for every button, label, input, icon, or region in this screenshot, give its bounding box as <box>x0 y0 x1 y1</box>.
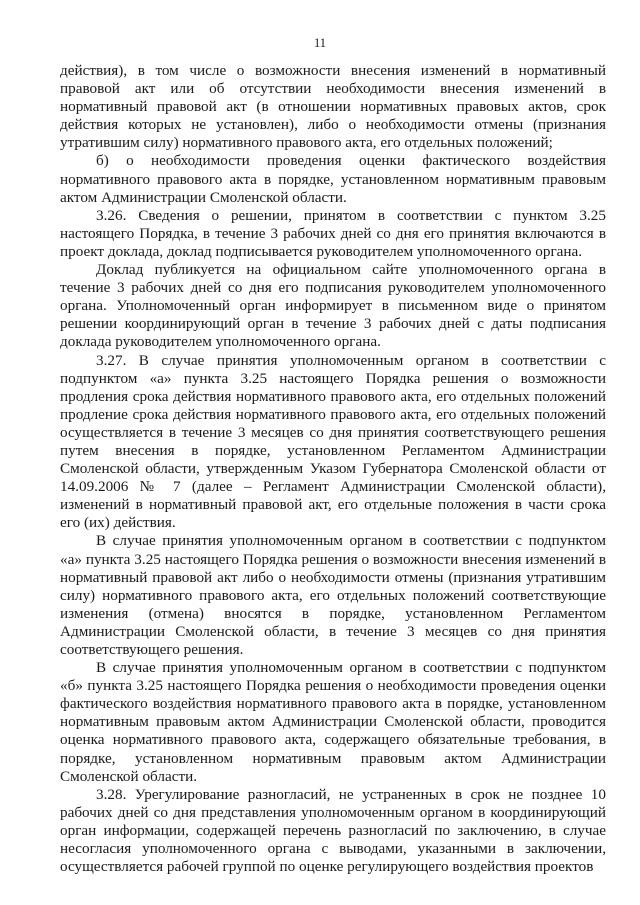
paragraph-amendments-cancellation: В случае принятия уполномоченным органом в соответствии с подпунктом «а» пункта 3.25 настоящего Порядка решения о возможности внесения изменений в нормативный правовой акт либо о необходимости отмены (признания утратившим силу) нормативного правового акта, его отдельных положений соответствующие изменения (отмена) вносятся в порядке, установленном Регламентом Администрации Смоленской области, в течение 3 месяцев со дня принятия соответствующего решения. <box>60 532 606 658</box>
paragraph-3-28: 3.28. Урегулирование разногласий, не устраненных в срок не позднее 10 рабочих дней со дня представления уполномоченным органом в координирующий орган информации, содержащей перечень разногласий по заключению, в случае несогласия уполномоченного органа с выводами, указанными в заключении, осуществляется рабочей группой по оценке регулирующего воздействия проектов <box>60 785 606 876</box>
paragraph-impact-assessment: В случае принятия уполномоченным органом в соответствии с подпунктом «б» пункта 3.25 настоящего Порядка решения о необходимости проведения оценки фактического воздействия нормативного правового акта в порядке, установленном нормативным правовым актом Администрации Смоленской области, проводится оценка нормативного правового акта, содержащего обязательные требования, в порядке, установленном нормативным правовым актом Администрации Смоленской области. <box>60 659 606 785</box>
document-body <box>60 62 606 876</box>
paragraph-3-26: 3.26. Сведения о решении, принятом в соответствии с пунктом 3.25 настоящего Порядка, в течение 3 рабочих дней со дня его принятия включаются в проект доклада, доклад подписывается руководителем уполномоченного органа. <box>60 206 606 260</box>
paragraph-3-27: 3.27. В случае принятия уполномоченным органом в соответствии с подпунктом «а» пункта 3.25 настоящего Порядка решения о возможности продления срока действия нормативного правового акта, его отдельных положений продление срока действия нормативного правового акта, его отдельных положений осуществляется в течение 3 месяцев со дня принятия соответствующего решения путем внесения в порядке, установленном Регламентом Администрации Смоленской области, утвержденным Указом Губернатора Смоленской области от 14.09.2006 № 7 (далее – Регламент Администрации Смоленской области), изменений в нормативный правовой акт, его отдельные положения в части срока его (их) действия. <box>60 351 606 532</box>
paragraph-subitem-b: б) о необходимости проведения оценки фактического воздействия нормативного правового акта в порядке, установленном нормативным правовым актом Администрации Смоленской области. <box>60 152 606 206</box>
paragraph-continuation: действия), в том числе о возможности внесения изменений в нормативный правовой акт или об отсутствии необходимости внесения изменений в нормативный правовой акт (в отношении нормативных правовых актов, срок действия которых не установлен), либо о необходимости отмены (признания утратившим силу) нормативного правового акта, его отдельных положений; <box>60 62 606 152</box>
page-number: 11 <box>313 36 327 50</box>
paragraph-report-publication: Доклад публикуется на официальном сайте уполномоченного органа в течение 3 рабочих дней со дня его подписания руководителем уполномоченного органа. Уполномоченный орган информирует в письменном виде о принятом решении координирующий орган в течение 3 рабочих дней с даты подписания доклада руководителем уполномоченного органа. <box>60 261 606 351</box>
